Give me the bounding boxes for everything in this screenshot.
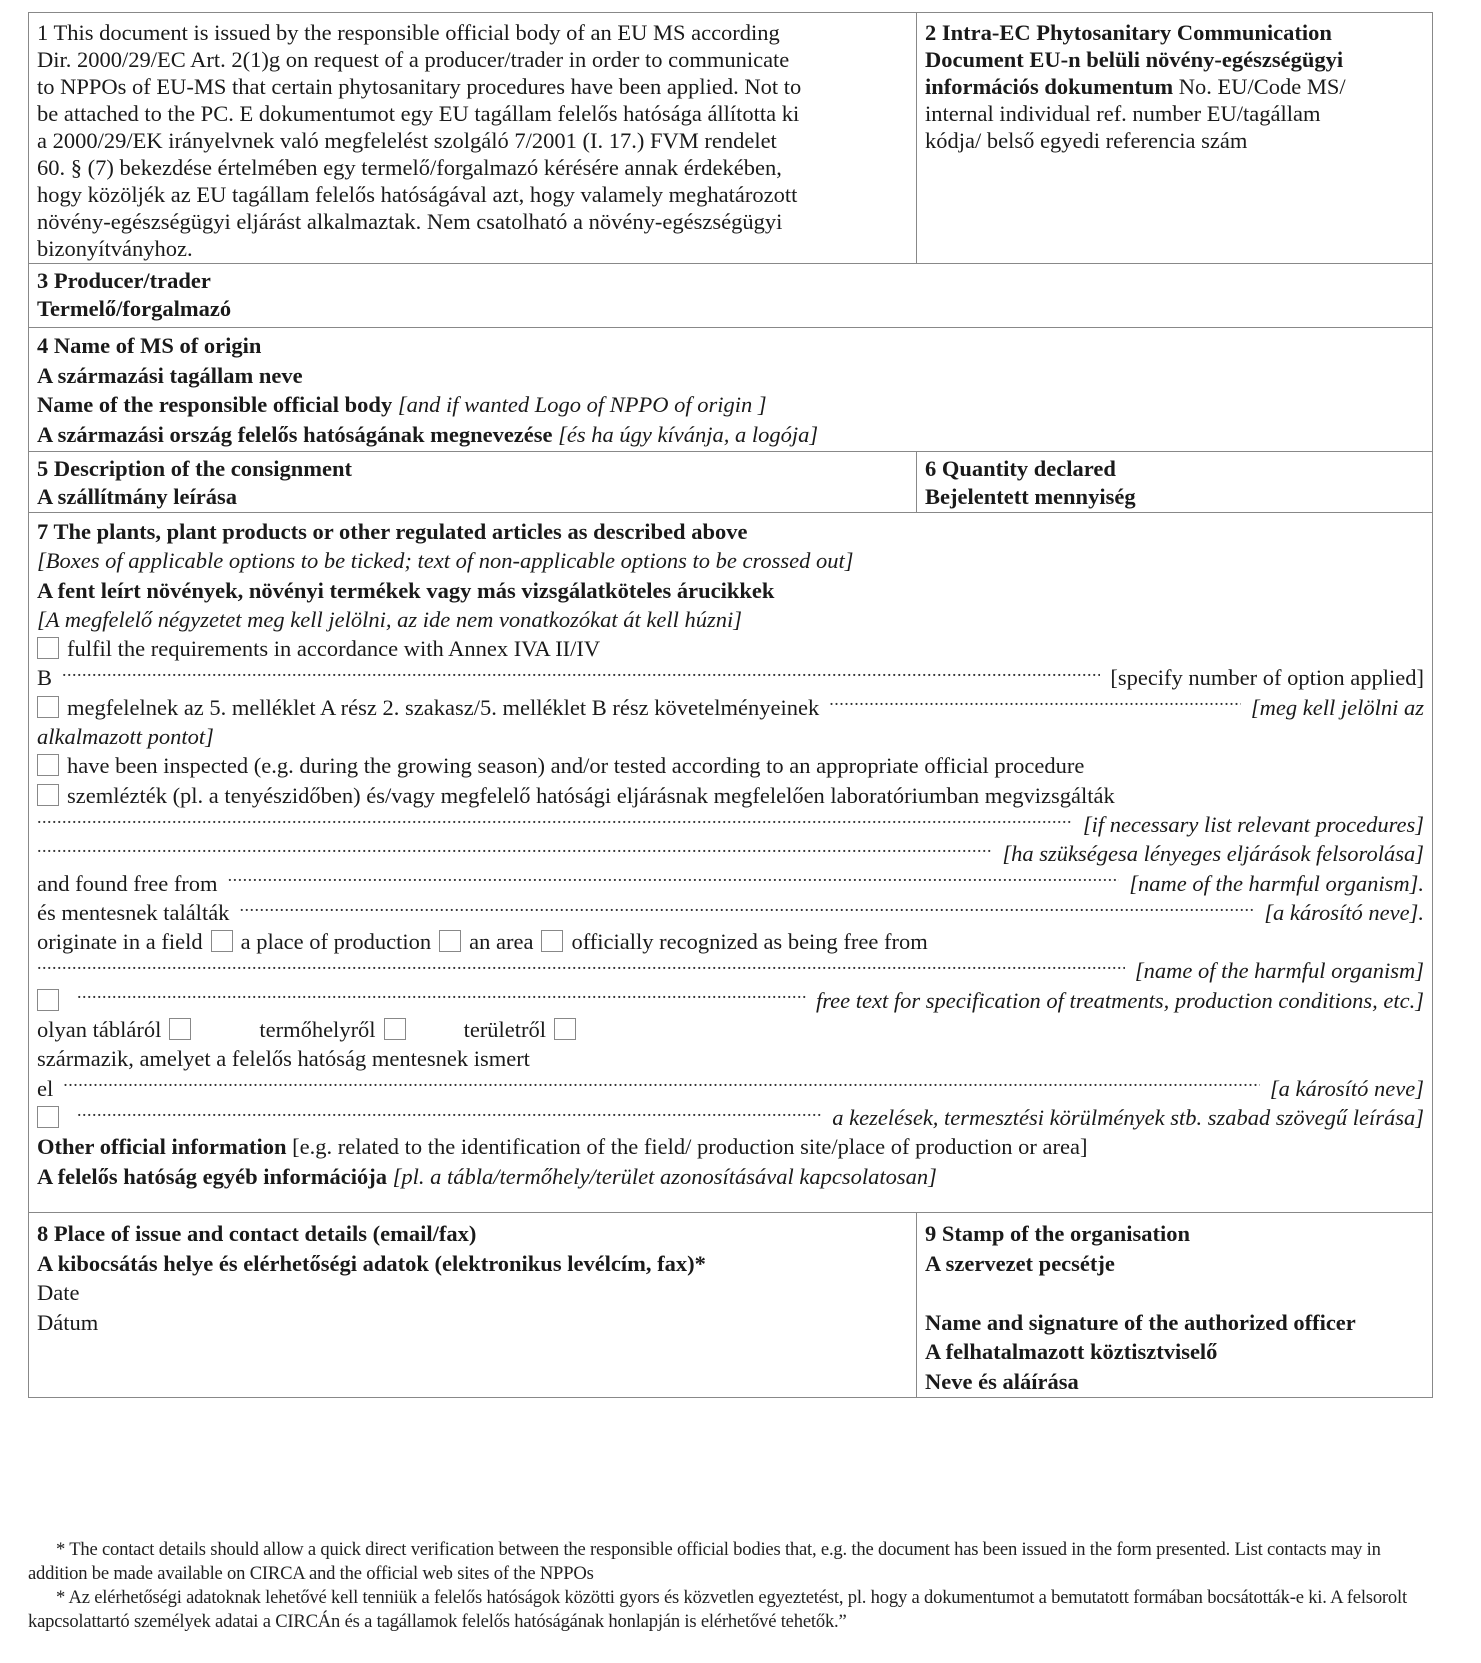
box1-line: Dir. 2000/29/EC Art. 2(1)g on request of a producer/trader in order to communicate [37, 47, 790, 72]
option-annex-b: B [37, 665, 53, 691]
option-point-field[interactable] [829, 695, 1241, 715]
free-text-hint: free text for specification of treatments, production conditions, etc.] [815, 987, 1424, 1013]
originate-label: originate in a field [37, 929, 203, 955]
box8-label-hu: A kibocsátás helye és elérhetőségi adatok (elektronikus levélcím, fax)* [37, 1250, 706, 1276]
box1-line: bizonyítványhoz. [37, 236, 193, 261]
box1-line: hogy közöljék az EU tagállam felelős hatóságával azt, hogy valamely meghatározott [37, 182, 798, 207]
box7-title-hu: A fent leírt növények, növényi termékek vagy más vizsgálatköteles árucikkek [37, 577, 775, 603]
footnote-en: * The contact details should allow a quick direct verification between the responsible official bodies that, e.g. the document has been issued in the form presented. List contacts may in addition be made available on CIRCA and the official web sites of the NPPOs [28, 1539, 1381, 1584]
option-annex-requirements: fulfil the requirements in accordance with Annex IVA II/IV [67, 636, 601, 662]
checkbox-inspected-hu[interactable] [37, 784, 59, 806]
checkbox-place-of-production[interactable] [439, 930, 461, 952]
checkbox-annex-requirements-hu[interactable] [37, 696, 59, 718]
box2-ref-label: internal individual ref. number EU/tagállam [925, 101, 1321, 126]
box1-line: a 2000/29/EK irányelvnek való megfelelést szolgáló 7/2001 (I. 17.) FVM rendelet [37, 128, 777, 153]
procedures-hint: [if necessary list relevant procedures] [1082, 811, 1424, 837]
option-point-hint: [meg kell jelölni az [1250, 694, 1424, 720]
free-text-hint-hu: a kezelések, termesztési körülmények stb. szabad szövegű leírása] [832, 1104, 1424, 1130]
officially-free-label: officially recognized as being free from [571, 929, 928, 955]
organism-field-hu[interactable] [63, 1076, 1260, 1096]
box4-body-label: Name of the responsible official body [37, 392, 393, 417]
box4-body-label-hu: A származási ország felelős hatóságának megnevezése [37, 421, 553, 447]
box-1-description [29, 13, 917, 263]
box-4-origin[interactable] [29, 328, 1432, 452]
procedures-field-hu[interactable] [37, 841, 992, 861]
checkbox-area-hu[interactable] [554, 1018, 576, 1040]
checkbox-place-hu[interactable] [384, 1018, 406, 1040]
free-from-organism-hint: [name of the harmful organism] [1134, 958, 1424, 984]
field-label-hu: olyan tábláról [37, 1017, 162, 1043]
box-9-stamp[interactable] [917, 1213, 1432, 1397]
option-inspected: have been inspected (e.g. during the growing season) and/or tested according to an appropriate official procedure [67, 753, 1085, 779]
footnote-hu: * Az elérhetőségi adatoknak lehetővé kell tenniük a felelős hatóságok közötti gyors és közvetlen egyeztetést, pl. hogy a dokumentumot a bemutatott formában bocsátották-e ki. A felsorolt kapcsolattartó személyek adatai a CIRCÁn és a tagállamok felelős hatóságának honlapján is elérhetővé tehetők.” [28, 1587, 1407, 1632]
box7-note: [Boxes of applicable options to be ticked; text of non-applicable options to be crossed out] [37, 548, 854, 574]
box5-label: 5 Description of the consignment [37, 456, 352, 481]
free-text-field-hu[interactable] [77, 1105, 822, 1125]
box2-title-hu-end: információs dokumentum [925, 74, 1174, 99]
date-label-hu: Dátum [37, 1309, 99, 1335]
row-header [29, 13, 1432, 264]
box1-line: to NPPOs of EU-MS that certain phytosanitary procedures have been applied. Not to [37, 74, 802, 99]
box9-officer-label: Name and signature of the authorized officer [925, 1309, 1356, 1335]
checkbox-annex-requirements[interactable] [37, 637, 59, 659]
box9-officer-label-hu: A felhatalmazott köztisztviselő [925, 1339, 1218, 1364]
box5-label-hu: A szállítmány leírása [37, 484, 237, 509]
origin-text-hu: származik, amelyet a felelős hatóság mentesnek ismert [37, 1046, 530, 1072]
box6-label-hu: Bejelentett mennyiség [925, 484, 1136, 509]
harmful-organism-hint: [name of the harmful organism]. [1129, 870, 1424, 896]
box9-stamp-label-hu: A szervezet pecsétje [925, 1250, 1115, 1276]
other-info-note: [e.g. related to the identification of the field/ production site/place of production or area] [286, 1134, 1088, 1160]
box1-line: be attached to the PC. E dokumentumot egy EU tagállam felelős hatósága állította ki [37, 101, 800, 126]
area-label: an area [469, 929, 534, 955]
box9-stamp-label: 9 Stamp of the organisation [925, 1221, 1191, 1246]
el-label-hu: el [37, 1075, 54, 1101]
box2-title: 2 Intra-EC Phytosanitary Communication [925, 20, 1332, 45]
box6-label: 6 Quantity declared [925, 456, 1116, 481]
box1-line: növény-egészségügyi eljárást alkalmaztak. Nem csatolható a növény-egészségügyi [37, 209, 783, 234]
option-number-field[interactable] [62, 665, 1100, 685]
box1-line: 1 This document is issued by the responsible official body of an EU MS according [37, 20, 780, 45]
other-info-note-hu: [pl. a tábla/termőhely/terület azonosításával kapcsolatosan] [386, 1163, 937, 1189]
checkbox-free-text[interactable] [37, 989, 59, 1011]
procedures-field[interactable] [37, 812, 1073, 832]
box9-signature-label-hu: Neve és aláírása [925, 1368, 1079, 1394]
checkbox-field-hu[interactable] [169, 1018, 191, 1040]
harmful-organism-field-hu[interactable] [239, 900, 1254, 920]
box-7-declaration [29, 513, 1432, 1213]
box-5-consignment[interactable] [29, 452, 917, 512]
place-of-production-label: a place of production [240, 929, 432, 955]
row-issue [29, 1213, 1432, 1397]
checkbox-free-text-hu[interactable] [37, 1106, 59, 1128]
box2-title-hu: Document EU-n belüli növény-egészségügyi [925, 47, 1344, 72]
found-free-label-hu: és mentesnek találták [37, 899, 230, 925]
box7-note-hu: [A megfelelő négyzetet meg kell jelölni, az ide nem vonatkozókat át kell húzni] [37, 606, 743, 632]
procedures-hint-hu: [ha szükségesa lényeges eljárások felsorolása] [1002, 841, 1424, 867]
option-number-hint: [specify number of option applied] [1110, 665, 1424, 691]
harmful-organism-field[interactable] [228, 871, 1120, 891]
date-label: Date [37, 1280, 80, 1305]
harmful-organism-hint-hu: [a károsító neve]. [1264, 899, 1424, 925]
footnotes [28, 1538, 1438, 1634]
checkbox-field[interactable] [211, 930, 233, 952]
found-free-label: and found free from [37, 870, 218, 896]
box8-label: 8 Place of issue and contact details (email/fax) [37, 1221, 477, 1246]
box2-code-label: No. EU/Code MS/ [1173, 74, 1346, 99]
box4-body-note-hu: [és ha úgy kívánja, a logója] [552, 421, 819, 447]
checkbox-area[interactable] [541, 930, 563, 952]
box3-label-hu: Termelő/forgalmazó [37, 296, 232, 321]
box-3-producer[interactable] [29, 264, 1432, 328]
free-text-field[interactable] [77, 988, 806, 1008]
option-annex-requirements-hu: megfelelnek az 5. melléklet A rész 2. szakasz/5. melléklet B rész követelményeinek [67, 694, 820, 720]
row-consignment [29, 452, 1432, 513]
box4-ms-label-hu: A származási tagállam neve [37, 362, 303, 388]
box1-line: 60. § (7) bekezdése értelmében egy termelő/forgalmazó kérésére annak érdekében, [37, 155, 782, 180]
free-from-organism-field[interactable] [37, 958, 1125, 978]
box3-label: 3 Producer/trader [37, 268, 211, 293]
box4-ms-label: 4 Name of MS of origin [37, 333, 262, 358]
box-2-document-number[interactable] [917, 13, 1432, 263]
other-info-label-hu: A felelős hatóság egyéb információja [37, 1163, 387, 1189]
checkbox-inspected[interactable] [37, 754, 59, 776]
organism-hint-hu: [a károsító neve] [1269, 1075, 1424, 1101]
place-label-hu: termőhelyről [259, 1017, 376, 1043]
box4-body-note: [and if wanted Logo of NPPO of origin ] [392, 392, 767, 417]
area-label-hu: területről [463, 1017, 547, 1043]
box7-title: 7 The plants, plant products or other regulated articles as described above [37, 519, 748, 544]
box2-ref-label-hu: kódja/ belső egyedi referencia szám [925, 128, 1248, 153]
other-info-label: Other official information [37, 1134, 287, 1160]
option-point-hint-cont: alkalmazott pontot] [37, 724, 214, 750]
phytosanitary-form [28, 12, 1433, 1398]
option-inspected-hu: szemlézték (pl. a tenyészidőben) és/vagy megfelelő hatósági eljárásnak megfelelően laboratóriumban megvizsgálták [67, 782, 1115, 808]
box-6-quantity[interactable] [917, 452, 1432, 512]
box-8-place-of-issue[interactable] [29, 1213, 917, 1397]
